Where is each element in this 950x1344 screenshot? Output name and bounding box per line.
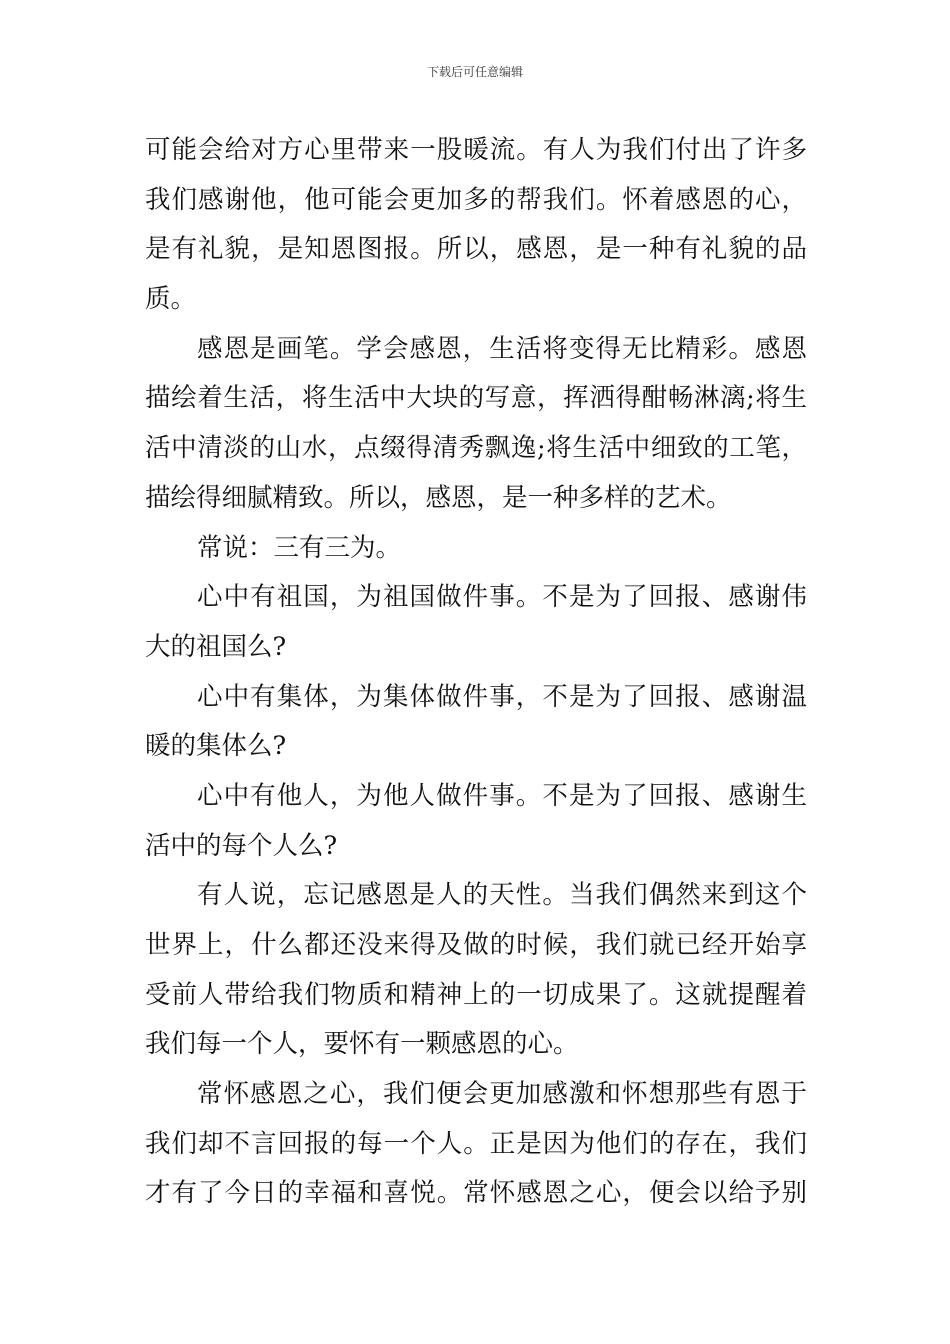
- text-line: 活中清淡的山水，点缀得清秀飘逸;将生活中细致的工笔，: [145, 433, 807, 464]
- body-text: [145, 126, 807, 1219]
- text-line: 大的祖国么?: [145, 631, 287, 662]
- text-line: 常怀感恩之心，我们便会更加感激和怀想那些有恩于: [197, 1079, 807, 1110]
- text-line: 可能会给对方心里带来一股暖流。有人为我们付出了许多: [145, 135, 807, 165]
- text-line: 我们感谢他，他可能会更加多的帮我们。怀着感恩的心，: [145, 184, 807, 215]
- text-line: 常说：三有三为。: [197, 532, 402, 563]
- text-line: 质。: [145, 284, 197, 315]
- text-line: 我们却不言回报的每一个人。正是因为他们的存在，我们: [145, 1128, 807, 1159]
- text-line: 感恩是画笔。学会感恩，生活将变得无比精彩。感恩: [197, 333, 807, 364]
- text-line: 描绘着生活，将生活中大块的写意，挥洒得酣畅淋漓;将生: [145, 383, 807, 414]
- text-line: 心中有他人，为他人做件事。不是为了回报、感谢生: [197, 780, 807, 811]
- text-line: 受前人带给我们物质和精神上的一切成果了。这就提醒着: [145, 979, 807, 1010]
- page-header: 下载后可任意编辑: [426, 65, 523, 79]
- text-line: 心中有祖国，为祖国做件事。不是为了回报、感谢伟: [197, 582, 807, 613]
- text-line: 世界上，什么都还没来得及做的时候，我们就已经开始享: [145, 930, 807, 960]
- text-line: 描绘得细腻精致。所以，感恩，是一种多样的艺术。: [145, 482, 732, 513]
- text-line: 活中的每个人么?: [145, 830, 338, 861]
- text-line: 我们每一个人，要怀有一颗感恩的心。: [145, 1029, 579, 1060]
- text-line: 心中有集体，为集体做件事，不是为了回报、感谢温: [197, 681, 807, 712]
- text-line: 是有礼貌，是知恩图报。所以，感恩，是一种有礼貌的品: [145, 234, 807, 265]
- text-line: 暖的集体么?: [145, 731, 287, 762]
- text-line: 有人说，忘记感恩是人的天性。当我们偶然来到这个: [197, 880, 807, 911]
- text-line: 才有了今日的幸福和喜悦。常怀感恩之心，便会以给予别: [145, 1178, 807, 1209]
